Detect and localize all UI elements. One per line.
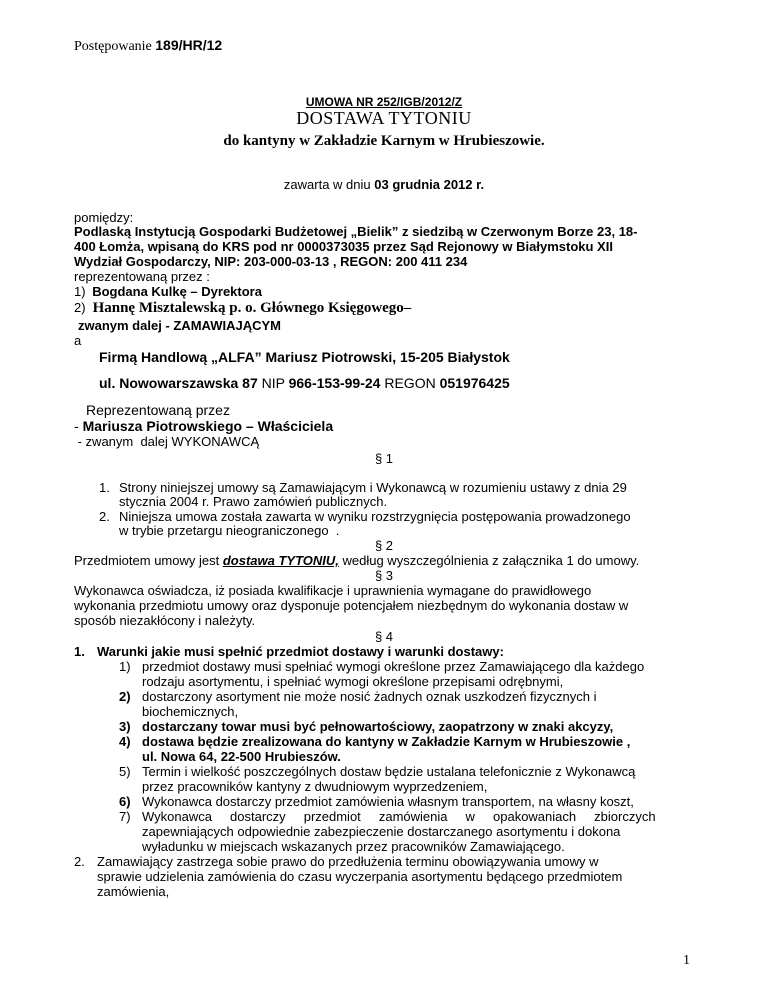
rep1-name: Bogdana Kulkę – Dyrektora [92, 284, 262, 299]
party2-nip-label: NIP [261, 375, 285, 391]
s4-p2-line3: zamówienia, [97, 884, 170, 899]
s3-line2: wykonania przedmiotu umowy oraz dysponuje potencjałem niezbędnym do wykonania dostaw w [74, 598, 629, 613]
s4-i1-number: 1) [119, 659, 131, 674]
rep3-name: Mariusza Piotrowskiego – Właściciela [82, 418, 334, 434]
s4-i2-line2: biochemicznych, [142, 704, 239, 719]
represented-label-2: Reprezentowaną przez [86, 402, 230, 418]
contract-subtitle: do kantyny w Zakładzie Karnym w Hrubieszowie. [223, 133, 545, 149]
s4-i7-line1: Wykonawca dostarczy przedmiot zamówienia w opakowaniach zbiorczych [142, 809, 656, 824]
s4-i7-number: 7) [119, 809, 131, 824]
s4-i7-line2: zapewniających odpowiednie zabezpieczenie dostarczanego asortymentu i dokona [142, 824, 621, 839]
s4-i4-number: 4) [119, 734, 131, 749]
s4-i2-number: 2) [119, 689, 131, 704]
contract-date [0, 177, 768, 192]
page-number: 1 [683, 953, 690, 968]
s2-text [74, 553, 639, 568]
contract-title: DOSTAWA TYTONIU [296, 108, 472, 128]
s4-i7-line3: wyładunku w miejscach wskazanych przez pracowników Zamawiającego. [142, 839, 565, 854]
s4-p2-number: 2. [74, 854, 85, 869]
called-ordering-party: zwanym dalej - ZAMAWIAJĄCYM [78, 318, 281, 333]
case-header [74, 37, 222, 55]
party1-line2: 400 Łomża, wpisaną do KRS pod nr 0000373035 przez Sąd Rejonowy w Białymstoku XII [74, 239, 613, 254]
called-contractor: - zwanym dalej WYKONAWCĄ [74, 434, 260, 449]
party2-nip: 966-153-99-24 [288, 375, 381, 391]
case-prefix: Postępowanie [74, 39, 152, 54]
s4-i4-line1: dostawa będzie zrealizowana do kantyny w Zakładzie Karnym w Hrubieszowie , [142, 734, 631, 749]
section-4-heading: § 4 [374, 629, 394, 644]
s4-i5-line2: przez pracowników kantyny z dwudniowym wyprzedzeniem, [142, 779, 488, 794]
s2-pre: Przedmiotem umowy jest [74, 553, 223, 568]
s1-p2-number: 2. [99, 509, 110, 524]
s4-i3-number: 3) [119, 719, 131, 734]
section-1-heading: § 1 [374, 451, 394, 466]
party1-line3: Wydział Gospodarczy, NIP: 203-000-03-13 , REGON: 200 411 234 [74, 254, 468, 269]
party1-line1: Podlaską Instytucją Gospodarki Budżetowej „Bielik” z siedzibą w Czerwonym Borze 23, 18- [74, 224, 638, 239]
s4-i1-line1: przedmiot dostawy musi spełniać wymogi określone przez Zamawiającego dla każdego [142, 659, 645, 674]
s4-i4-line2: ul. Nowa 64, 22-500 Hrubieszów. [142, 749, 341, 764]
s4-p2-line2: sprawie udzielenia zamówienia do czasu wyczerpania asortymentu będącego przedmiotem [97, 869, 623, 884]
rep1-number: 1) [74, 284, 86, 299]
s2-post: według wyszczególnienia z załącznika 1 do umowy. [338, 553, 640, 568]
party2-regon-label: REGON [384, 375, 436, 391]
s1-p2-line1: Niniejsza umowa została zawarta w wyniku rozstrzygnięcia postępowania prowadzonego [119, 509, 631, 524]
s4-i5-line1: Termin i wielkość poszczególnych dostaw będzie ustalana telefonicznie z Wykonawcą [142, 764, 636, 779]
s3-line1: Wykonawca oświadcza, iż posiada kwalifikacje i uprawnienia wymagane do prawidłowego [74, 583, 592, 598]
between-label: pomiędzy: [74, 210, 134, 225]
s4-i1-line2: rodzaju asortymentu, i spełniać wymogi określone przepisami odrębnymi, [142, 674, 564, 689]
representative-2 [74, 299, 411, 317]
s1-p2-line2: w trybie przetargu nieograniczonego . [119, 523, 340, 538]
rep3-prefix: - [74, 418, 83, 434]
s4-i3-line1: dostarczany towar musi być pełnowartościowy, zaopatrzony w znaki akcyzy, [142, 719, 614, 734]
s1-p1-line2: stycznia 2004 r. Prawo zamówień publicznych. [119, 494, 388, 509]
party2-address [99, 375, 510, 391]
party2-street: ul. Nowowarszawska 87 [99, 375, 258, 391]
section-3-heading: § 3 [374, 568, 394, 583]
s3-line3: sposób niezakłócony i należyty. [74, 613, 256, 628]
s4-i6-line1: Wykonawca dostarczy przedmiot zamówienia własnym transportem, na własny koszt, [142, 794, 634, 809]
section-2-heading: § 2 [374, 538, 394, 553]
contract-number: UMOWA NR 252/IGB/2012/Z [305, 95, 463, 109]
s1-p1-line1: Strony niniejszej umowy są Zamawiającym i Wykonawcą w rozumieniu ustawy z dnia 29 [119, 480, 627, 495]
case-number: 189/HR/12 [155, 37, 223, 53]
represented-label: reprezentowaną przez : [74, 269, 210, 284]
date-value: 03 grudnia 2012 r. [374, 177, 485, 192]
s4-p1-number: 1. [74, 644, 85, 659]
s4-p1-text: Warunki jakie musi spełnić przedmiot dostawy i warunki dostawy: [97, 644, 504, 659]
date-prefix: zawarta w dniu [283, 177, 371, 192]
rep2-number: 2) [74, 300, 86, 315]
party2-regon: 051976425 [439, 375, 510, 391]
representative-1 [74, 284, 262, 299]
s4-i6-number: 6) [119, 794, 131, 809]
s1-p1-number: 1. [99, 480, 110, 495]
party2-name: Firmą Handlową „ALFA” Mariusz Piotrowski, 15-205 Białystok [99, 349, 510, 365]
rep2-name: Hannę Misztalewską p. o. Głównego Księgowego– [92, 300, 412, 316]
s4-i5-number: 5) [119, 764, 131, 779]
and-label: a [74, 333, 82, 348]
representative-3 [74, 418, 333, 434]
s4-i2-line1: dostarczony asortyment nie może nosić żadnych oznak uszkodzeń fizycznych i [142, 689, 597, 704]
s4-p2-line1: Zamawiający zastrzega sobie prawo do przedłużenia terminu obowiązywania umowy w [97, 854, 599, 869]
s2-subject: dostawa TYTONIU, [222, 553, 339, 568]
